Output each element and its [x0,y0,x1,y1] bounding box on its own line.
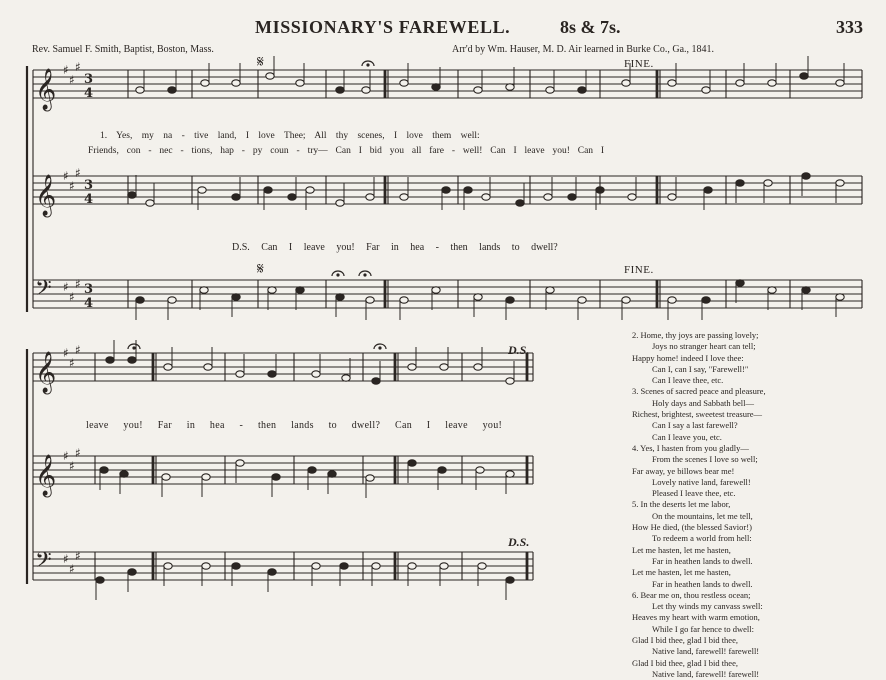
note-head [476,467,484,473]
note-head [544,194,552,200]
note-head [268,287,276,293]
note-head [474,364,482,370]
note-head [336,200,344,206]
note-head [232,80,240,86]
note-head [400,297,408,303]
note-head [408,563,416,569]
fermata-dot [133,347,135,349]
note-head [202,474,210,480]
hymn-title: MISSIONARY'S FAREWELL. [255,17,511,37]
verse-line: Let me hasten, let me hasten, [632,544,731,555]
note-head [440,563,448,569]
note-head [164,364,172,370]
note-head [100,467,108,473]
note-head [836,180,844,186]
lyric-line-3: leave you! Far in hea - then lands to dwell? Can I leave you! [86,420,503,431]
verse-line: Can I, can I say, "Farewell!" [652,363,749,374]
verse-line: 2. Home, thy joys are passing lovely; [632,330,759,340]
note-head [836,294,844,300]
note-head [668,80,676,86]
note-head [768,287,776,293]
fine-marking-top: FINE. [624,58,654,70]
note-head [288,194,296,200]
verse-line: Far in heathen lands to dwell. [652,555,753,566]
sharp-icon: ♯ [75,549,81,563]
sharp-icon: ♯ [75,343,81,357]
note-head [506,84,514,90]
note-head [704,187,712,193]
note-head [264,187,272,193]
note-head [136,87,144,93]
note-head [668,194,676,200]
note-head [296,80,304,86]
note-head [232,194,240,200]
time-signature-top: 3 [84,282,94,297]
time-signature-top: 3 [84,178,94,193]
time-signature-bottom: 4 [84,296,94,311]
note-head [168,87,176,93]
fine-marking-bass: FINE. [624,264,654,276]
note-head [408,460,416,466]
verse-line: Can I leave thee, etc. [652,375,724,386]
note-head [328,471,336,477]
note-head [312,371,320,377]
note-head [204,364,212,370]
note-head [628,194,636,200]
verse-line: 5. In the deserts let me labor, [632,499,731,510]
verse-line: 3. Scenes of sacred peace and pleasure, [632,386,766,397]
page-number: 333 [836,17,863,37]
verse-line: Heaves my heart with warm emotion, [632,612,760,623]
note-head [568,194,576,200]
note-head [168,297,176,303]
arranger-credit: Arr'd by Wm. Hauser, M. D. Air learned in Burke Co., Ga., 1841. [452,44,715,55]
time-signature-top: 3 [84,72,94,87]
sharp-icon: ♯ [63,280,69,294]
verse-line: Happy home! indeed I love thee: [632,352,744,363]
verse-line: How He died, (the blessed Savior!) [632,522,752,533]
note-head [578,297,586,303]
note-head [442,187,450,193]
sharp-icon: ♯ [63,63,69,77]
verse-line: From the scenes I love so well; [652,454,758,465]
verse-line: Native land, farewell! farewell! [652,668,760,679]
note-head [622,80,630,86]
sharp-icon: ♯ [75,60,81,74]
lyric-line-2: Friends, con - nec - tions, hap - py coun - try— Can I bid you all fare - well! Can I leave you! Can I [88,146,605,156]
note-head [400,194,408,200]
note-head [474,87,482,93]
note-head [198,187,206,193]
verse-line: Native land, farewell! farewell! [652,646,760,657]
sharp-icon: ♯ [75,277,81,291]
note-head [362,87,370,93]
segno-icon: 𝄋 [257,52,264,71]
treble-clef-icon: 𝄞 [35,455,57,496]
verse-line: Far away, ye billows bear me! [632,465,735,476]
verse-line: Glad I bid thee, glad I bid thee, [632,635,738,646]
note-head [120,471,128,477]
verse-line: Holy days and Sabbath bell— [652,397,754,408]
ds-marking-top: D.S. [508,343,530,357]
note-head [668,297,676,303]
note-head [266,73,274,79]
note-head [506,378,514,384]
note-head [128,357,136,363]
fermata-dot [364,274,366,276]
verse-line: To redeem a world from hell: [652,533,752,544]
note-head [506,577,514,583]
sharp-icon: ♯ [63,346,69,360]
fermata-dot [337,274,339,276]
note-head [482,194,490,200]
fermata-dot [379,347,381,349]
note-head [372,563,380,569]
note-head [236,460,244,466]
sharp-icon: ♯ [69,459,75,473]
note-head [596,187,604,193]
note-head [736,80,744,86]
note-head [96,577,104,583]
note-head [136,297,144,303]
fermata-dot [367,64,369,66]
verse-line: Can I say a last farewell? [652,420,738,431]
note-head [464,187,472,193]
note-head [438,467,446,473]
note-head [202,563,210,569]
verse-line: Pleased I leave thee, etc. [652,488,736,499]
note-head [546,287,554,293]
note-head [768,80,776,86]
note-head [162,474,170,480]
note-head [836,80,844,86]
note-head [128,569,136,575]
sharp-icon: ♯ [69,179,75,193]
note-head [200,287,208,293]
meter-label: 8s & 7s. [560,17,621,37]
note-head [340,563,348,569]
note-head [440,364,448,370]
note-head [232,294,240,300]
lyric-line-1: 1. Yes, my na - tive land, I love Thee; All thy scenes, I love them well: [100,131,480,141]
sharp-icon: ♯ [75,166,81,180]
note-head [146,200,154,206]
note-head [106,357,114,363]
note-head [232,563,240,569]
note-head [622,297,630,303]
note-head [296,287,304,293]
sharp-icon: ♯ [63,449,69,463]
note-head [702,87,710,93]
note-head [506,471,514,477]
verse-line: Lovely native land, farewell! [652,476,751,487]
note-head [372,378,380,384]
note-head [578,87,586,93]
verse-line: Let me hasten, let me hasten, [632,567,731,578]
note-head [236,371,244,377]
note-head [736,180,744,186]
note-head [366,475,374,481]
sharp-icon: ♯ [75,446,81,460]
note-head [312,563,320,569]
verse-line: While I go far hence to dwell: [652,623,754,634]
author-credit: Rev. Samuel F. Smith, Baptist, Boston, Mass. [32,44,214,55]
note-head [164,563,172,569]
note-head [366,194,374,200]
ds-lyric-line: D.S. Can I leave you! Far in hea - then lands to dwell? [232,242,558,253]
note-head [432,287,440,293]
note-head [342,375,350,381]
note-head [268,371,276,377]
note-head [800,73,808,79]
sharp-icon: ♯ [69,562,75,576]
ds-marking-bass: D.S. [508,535,530,549]
verse-line: Can I leave you, etc. [652,431,722,442]
note-head [764,180,772,186]
verse-line: Richest, brightest, sweetest treasure— [632,409,763,420]
note-head [272,474,280,480]
note-head [268,569,276,575]
sharp-icon: ♯ [63,552,69,566]
note-head [308,467,316,473]
note-head [400,80,408,86]
segno-icon: 𝄋 [257,259,264,278]
treble-clef-icon: 𝄞 [35,69,57,110]
note-head [366,297,374,303]
sharp-icon: ♯ [69,73,75,87]
verse-line: On the mountains, let me tell, [652,510,753,521]
time-signature-bottom: 4 [84,86,94,101]
note-head [802,173,810,179]
treble-clef-icon: 𝄞 [35,175,57,216]
sharp-icon: ♯ [69,290,75,304]
note-head [336,294,344,300]
note-head [506,297,514,303]
verse-line: Joys no stranger heart can tell; [652,341,756,352]
note-head [474,294,482,300]
note-head [336,87,344,93]
time-signature-bottom: 4 [84,192,94,207]
note-head [432,84,440,90]
note-head [802,287,810,293]
note-head [736,280,744,286]
bass-clef-icon: 𝄢 [35,548,52,578]
note-head [128,192,136,198]
note-head [201,80,209,86]
sharp-icon: ♯ [69,356,75,370]
treble-clef-icon: 𝄞 [35,352,57,393]
verse-line: 6. Bear me on, thou restless ocean; [632,589,751,600]
note-head [306,187,314,193]
verse-line: Let thy winds my canvass swell: [652,601,763,612]
verse-line: Far in heathen lands to dwell. [652,578,753,589]
verse-line: 4. Yes, I hasten from you gladly— [632,442,749,453]
note-head [408,364,416,370]
bass-clef-icon: 𝄢 [35,276,52,306]
note-head [702,297,710,303]
note-head [546,87,554,93]
note-head [478,563,486,569]
sharp-icon: ♯ [63,169,69,183]
verse-line: Glad I bid thee, glad I bid thee, [632,657,738,668]
note-head [516,200,524,206]
